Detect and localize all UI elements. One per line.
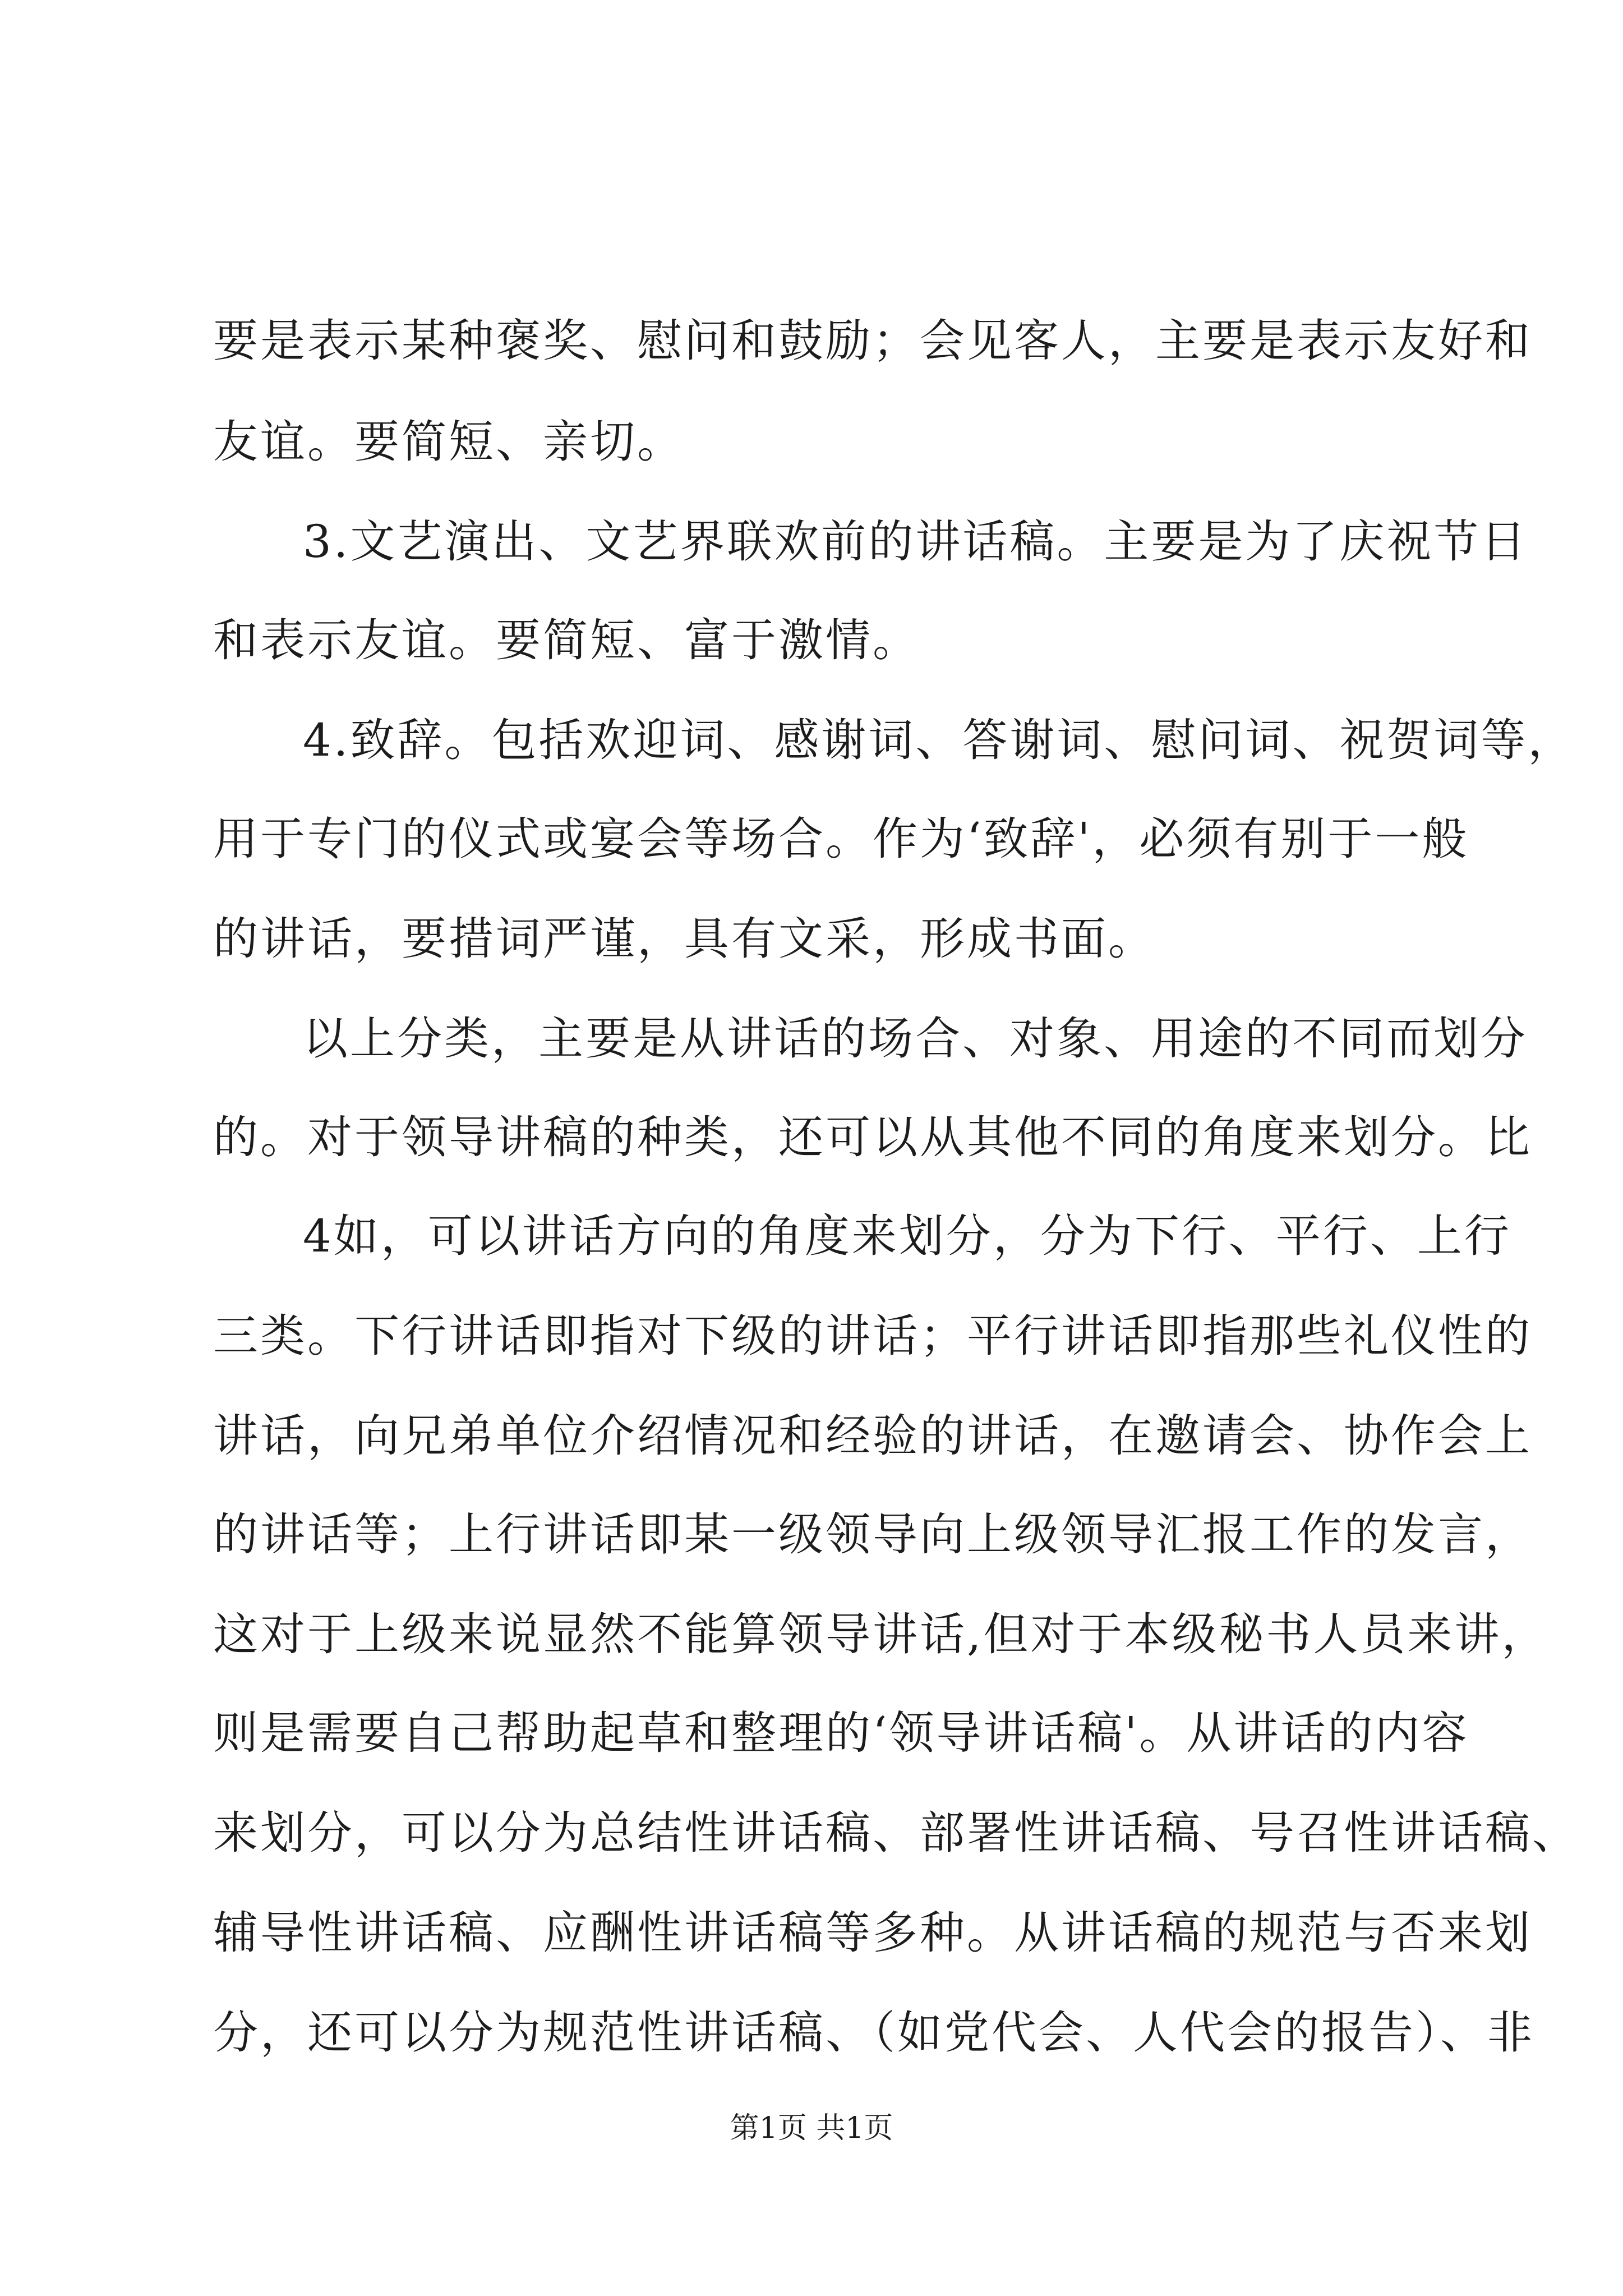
text-line: 和表示友谊。要简短、富于激情。 <box>213 614 920 666</box>
text-line: 这对于上级来说显然不能算领导讲话,但对于本级秘书人员来讲， <box>213 1608 1549 1660</box>
text-line: 分，还可以分为规范性讲话稿、（如党代会、人代会的报告）、非 <box>213 2007 1534 2059</box>
text-line: 三类。下行讲话即指对下级的讲话；平行讲话即指那些礼仪性的 <box>213 1310 1532 1362</box>
text-line: 4如，可以讲话方向的角度来划分，分为下行、平行、上行 <box>303 1210 1511 1262</box>
text-line: 要是表示某种褒奖、慰问和鼓励；会见客人，主要是表示友好和 <box>213 315 1532 367</box>
text-line: 的讲话，要措词严谨，具有文采，形成书面。 <box>213 913 1155 965</box>
text-line: 讲话，向兄弟单位介绍情况和经验的讲话，在邀请会、协作会上 <box>213 1410 1532 1462</box>
text-line: 的。对于领导讲稿的种类，还可以从其他不同的角度来划分。比 <box>213 1111 1532 1163</box>
text-line: 来划分，可以分为总结性讲话稿、部署性讲话稿、号召性讲话稿、 <box>213 1807 1579 1859</box>
text-line: 友谊。要简短、亲切。 <box>213 416 684 468</box>
text-line: 的讲话等；上行讲话即某一级领导向上级领导汇报工作的发言， <box>213 1508 1532 1561</box>
page-footer: 第1页 共1页 <box>730 2111 893 2145</box>
text-line: 3.文艺演出、文艺界联欢前的讲话稿。主要是为了庆祝节日 <box>303 516 1528 568</box>
text-line: 以上分类，主要是从讲话的场合、对象、用途的不同而划分 <box>303 1013 1528 1065</box>
text-line: 则是需要自己帮助起草和整理的‘领导讲话稿'。从讲话的内容 <box>213 1707 1469 1759</box>
text-line: 4.致辞。包括欢迎词、感谢词、答谢词、慰问词、祝贺词等， <box>303 714 1575 766</box>
text-line: 用于专门的仪式或宴会等场合。作为‘致辞'，必须有别于一般 <box>213 813 1469 865</box>
text-line: 辅导性讲话稿、应酬性讲话稿等多种。从讲话稿的规范与否来划 <box>213 1907 1532 1959</box>
